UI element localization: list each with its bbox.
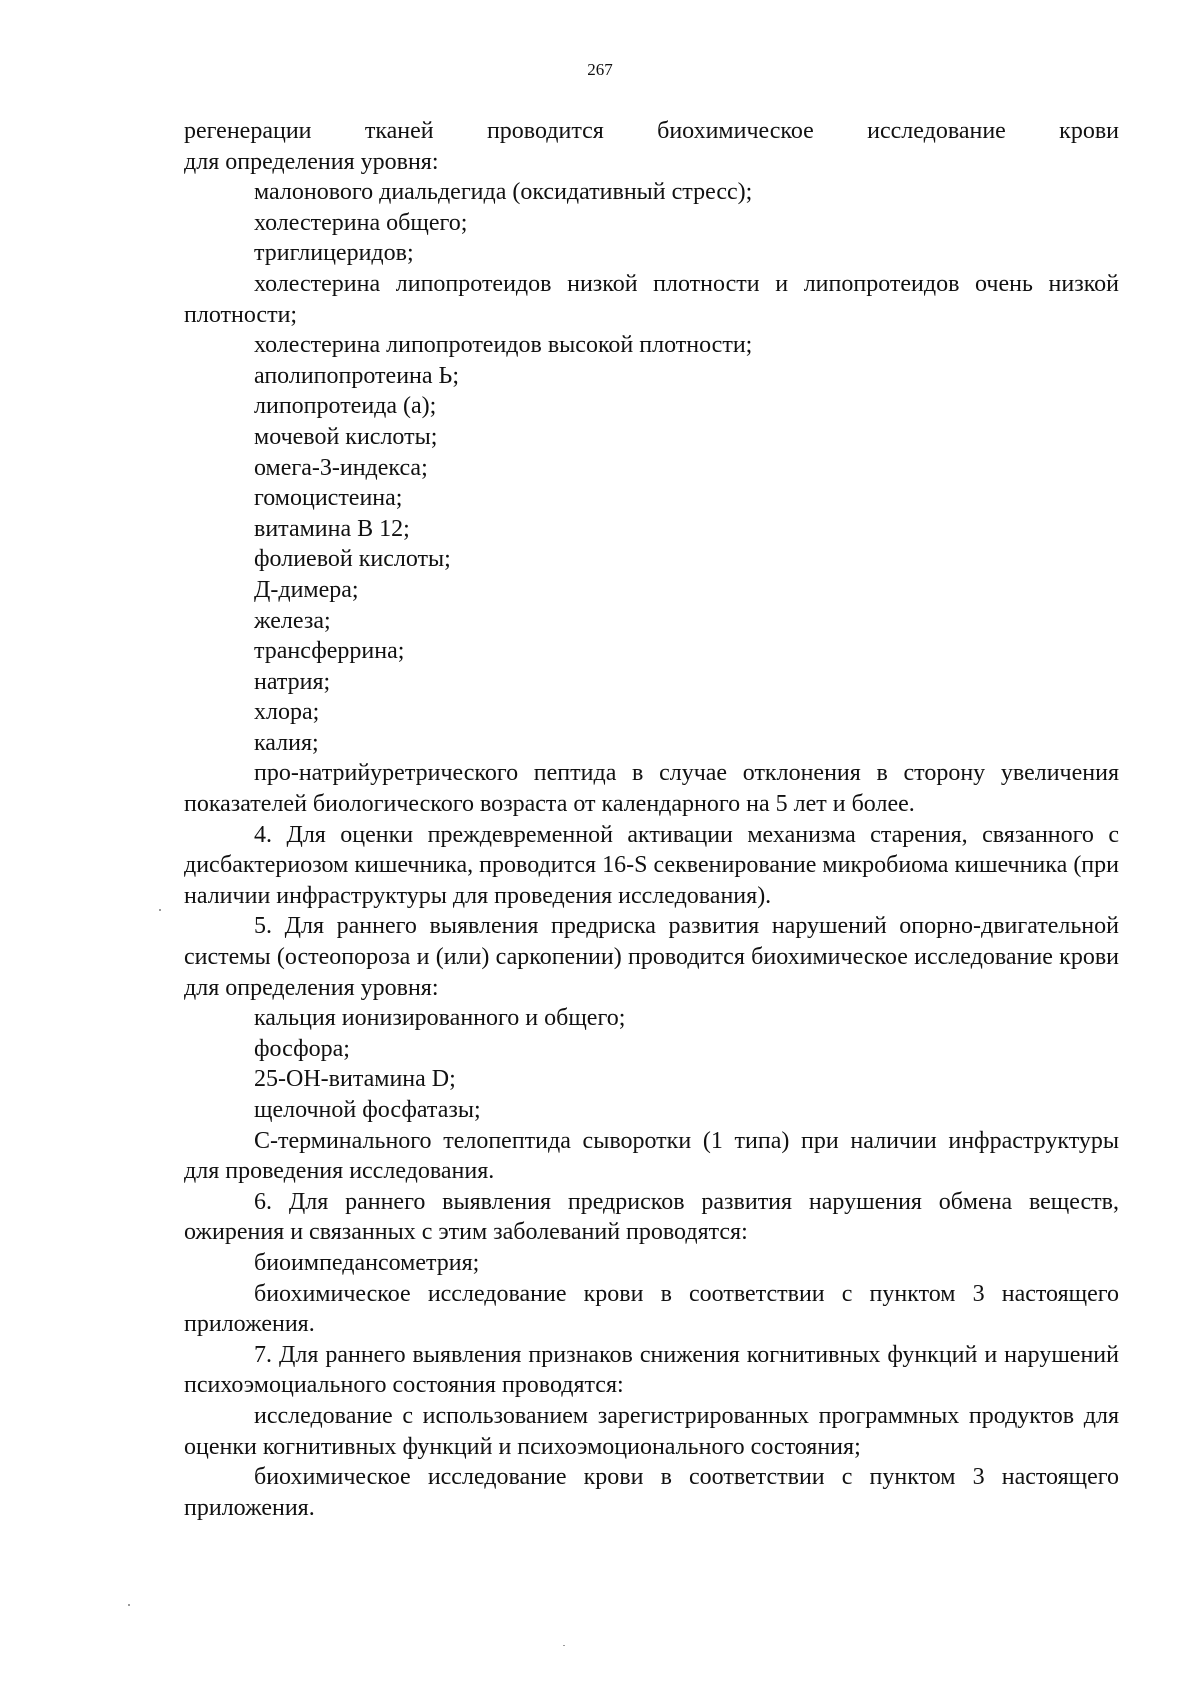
list-item: холестерина липопротеидов высокой плотности; [254, 332, 753, 359]
paragraph: биохимическое исследование крови в соответствии с пунктом 3 настоящего приложения. [184, 1464, 1119, 1521]
paragraph: холестерина липопротеидов низкой плотности и липопротеидов очень низкой плотности; [184, 270, 1119, 328]
document-body [184, 116, 1119, 1523]
paragraph: исследование с использованием зарегистрированных программных продуктов для оценки когнитивных функций и психоэмоционального состояния; [184, 1402, 1119, 1460]
list-item: липопротеида (а); [254, 393, 437, 420]
list-item: натрия; [254, 668, 331, 695]
paragraph: 6. Для раннего выявления предрисков развития нарушения обмена веществ, ожирения и связанных с этим заболеваний проводятся: [184, 1188, 1119, 1246]
list-item: витамина В 12; [254, 515, 410, 542]
paragraph: 5. Для раннего выявления предриска развития нарушений опорно-двигательной системы (остеопороза и (или) саркопении) проводится биохимическое исследование крови для определения уровня: [184, 913, 1119, 1001]
list-item: щелочной фосфатазы; [254, 1097, 481, 1123]
paragraph-continuation: для определения уровня: [184, 148, 439, 175]
paragraph: 7. Для раннего выявления признаков снижения когнитивных функций и нарушений психоэмоциального состояния проводятся: [184, 1341, 1119, 1399]
list-item: холестерина общего; [254, 209, 468, 236]
list-item: омега-3-индекса; [254, 454, 428, 481]
list-item: триглицеридов; [254, 240, 414, 267]
paragraph-continuation: регенерации тканей проводится биохимическое исследование крови [184, 118, 1119, 144]
scan-speck [159, 909, 161, 911]
list-item: биоимпедансометрия; [254, 1249, 480, 1276]
list-item: мочевой кислоты; [254, 423, 438, 450]
list-item: фолиевой кислоты; [254, 546, 451, 573]
scan-speck [563, 1645, 565, 1646]
list-item: гомоцистеина; [254, 485, 403, 512]
list-item: хлора; [254, 699, 320, 726]
list-item: железа; [254, 607, 331, 634]
list-item: фосфора; [254, 1035, 350, 1062]
list-item: малонового диальдегида (оксидативный стресс); [254, 179, 753, 206]
paragraph: С-терминального телопептида сыворотки (1 типа) при наличии инфраструктуры для проведения исследования. [184, 1127, 1119, 1185]
list-item: кальция ионизированного и общего; [254, 1005, 626, 1032]
paragraph: про-натрийуретрического пептида в случае отклонения в сторону увеличения показателей биологического возраста от календарного на 5 лет и более. [184, 760, 1119, 818]
list-item: Д-димера; [254, 576, 359, 603]
list-item: аполипопротеина Ь; [254, 362, 459, 389]
list-item: трансферрина; [254, 638, 405, 665]
page-number: 267 [587, 60, 613, 79]
scan-speck [128, 1604, 130, 1606]
list-item: 25-OH-витамина D; [254, 1066, 456, 1093]
paragraph: 4. Для оценки преждевременной активации механизма старения, связанного с дисбактериозом кишечника, проводится 16-S секвенирование микробиома кишечника (при наличии инфраструктуры для проведения исследования). [184, 821, 1119, 909]
paragraph: биохимическое исследование крови в соответствии с пунктом 3 настоящего приложения. [184, 1280, 1119, 1338]
list-item: калия; [254, 729, 319, 756]
